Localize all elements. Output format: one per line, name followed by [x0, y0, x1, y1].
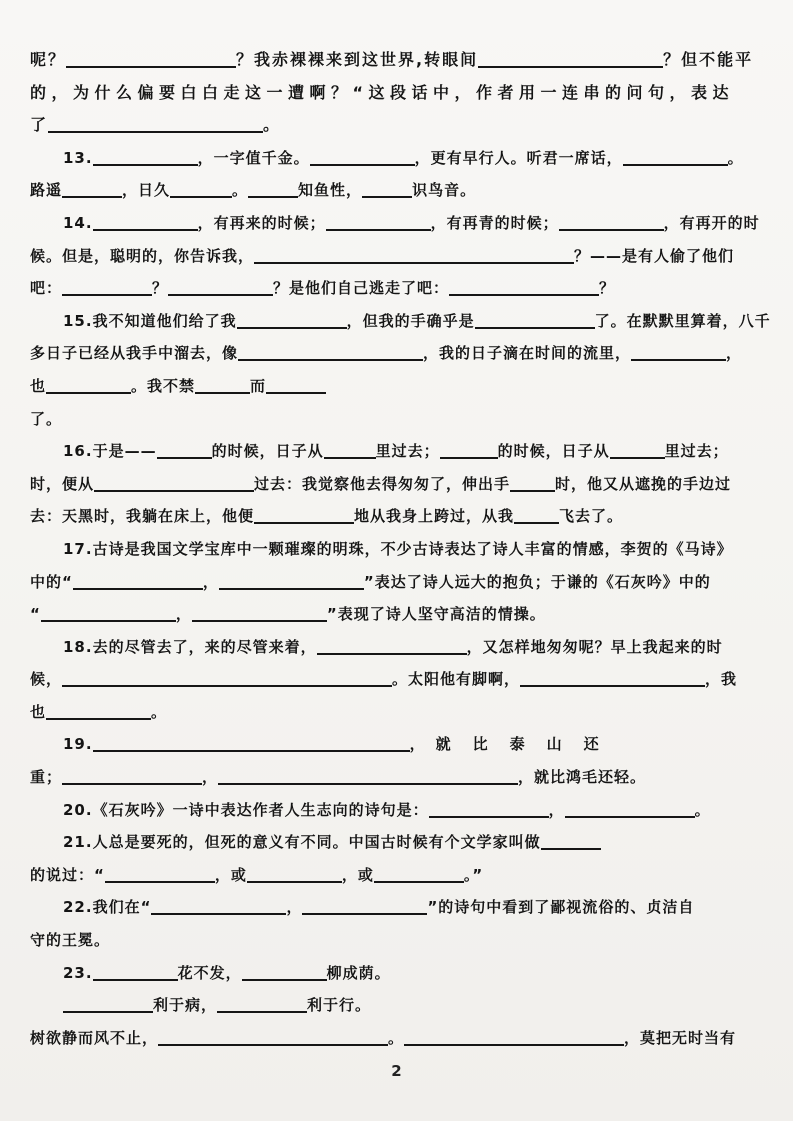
- fill-in-blank: [254, 521, 354, 524]
- worksheet-line: [30, 240, 763, 273]
- fill-in-blank: [63, 1010, 153, 1013]
- text-run: 19.: [63, 735, 93, 754]
- text-run: ，我: [705, 670, 738, 689]
- fill-in-blank: [41, 619, 176, 622]
- text-run: 16.于是——: [63, 442, 157, 461]
- text-run: 。: [232, 181, 249, 200]
- text-run: 呢？: [30, 50, 67, 69]
- text-run: 地从我身上跨过，从我: [354, 507, 515, 526]
- text-run: ，: [409, 735, 426, 754]
- text-run: 了。: [30, 409, 63, 428]
- text-run: ，就比鸿毛还轻。: [518, 768, 647, 787]
- fill-in-blank: [404, 1043, 624, 1046]
- text-run: ？我赤裸裸来到这世界,转眼间: [236, 50, 479, 69]
- fill-in-blank: [310, 163, 415, 166]
- worksheet-body: [30, 44, 771, 1054]
- text-run: ”表达了诗人远大的抱负；于谦的《石灰吟》中的: [363, 572, 711, 591]
- fill-in-blank: [94, 489, 254, 492]
- text-run: 也: [30, 376, 47, 395]
- text-run: ，: [202, 768, 219, 787]
- fill-in-blank: [623, 163, 728, 166]
- worksheet-line: [30, 272, 763, 305]
- worksheet-line: [30, 761, 763, 794]
- fill-in-blank: [62, 684, 392, 687]
- text-run: ，或: [214, 865, 247, 884]
- fill-in-blank: [324, 456, 376, 459]
- text-run: ，一字值千金。: [197, 148, 310, 167]
- text-run: ，或: [341, 865, 374, 884]
- text-run: 重；: [30, 768, 63, 787]
- fill-in-blank: [62, 195, 122, 198]
- fill-in-blank: [195, 391, 250, 394]
- text-run: 而: [250, 376, 267, 395]
- text-run: 路遥: [30, 181, 63, 200]
- fill-in-blank: [440, 456, 498, 459]
- text-run: 也: [30, 702, 47, 721]
- text-run: 利于行。: [307, 996, 372, 1015]
- worksheet-line: [30, 566, 763, 599]
- text-run: 中的“: [30, 572, 73, 591]
- fill-in-blank: [559, 228, 664, 231]
- text-run: 柳成荫。: [326, 963, 391, 982]
- fill-in-blank: [247, 880, 342, 883]
- worksheet-line: [30, 891, 763, 924]
- text-run: 了。在默默里算着，八千: [594, 311, 771, 330]
- text-run: 23.: [63, 963, 93, 982]
- fill-in-blank: [541, 847, 601, 850]
- text-run: 利于病，: [153, 996, 218, 1015]
- text-run: 18.去的尽管去了，来的尽管来着，: [63, 637, 317, 656]
- text-run: 。: [727, 148, 744, 167]
- worksheet-line: [30, 924, 763, 957]
- text-run: ？但不能平: [663, 50, 754, 69]
- worksheet-line: [30, 109, 763, 142]
- text-run: 。: [151, 702, 168, 721]
- text-run: ”的诗句中看到了鄙视流俗的、贞洁自: [427, 898, 695, 917]
- fill-in-blank: [46, 391, 131, 394]
- worksheet-line: [30, 957, 763, 990]
- text-run: ，更有早行人。听君一席话，: [414, 148, 623, 167]
- text-run: 。太阳他有脚啊，: [392, 670, 521, 689]
- text-run: ，有再开的时: [663, 213, 760, 232]
- text-run: 的时候，日子从: [497, 442, 610, 461]
- worksheet-line: [30, 631, 763, 664]
- text-run: 里过去；: [375, 442, 440, 461]
- text-run: 候。但是，聪明的，你告诉我，: [30, 246, 255, 265]
- fill-in-blank: [151, 912, 286, 915]
- fill-in-blank: [105, 880, 215, 883]
- text-run: ，: [202, 572, 219, 591]
- worksheet-line: [30, 468, 763, 501]
- fill-in-blank: [631, 358, 726, 361]
- worksheet-line: [30, 728, 763, 761]
- text-run: 。我不禁: [131, 376, 196, 395]
- text-run: 多日子已经从我手中溜去，像: [30, 344, 239, 363]
- fill-in-blank: [93, 749, 410, 752]
- text-run: ，有再来的时候；: [197, 213, 326, 232]
- text-run: 的，为什么偏要白白走这一遭啊？“这段话中，作者用一连串的问句，表达: [30, 82, 735, 102]
- text-run: 20.《石灰吟》一诗中表达作者人生志向的诗句是：: [63, 800, 429, 819]
- text-run: 。: [694, 800, 711, 819]
- fill-in-blank: [93, 163, 198, 166]
- text-run: ？——是有人偷了他们: [574, 246, 735, 265]
- fill-in-blank: [326, 228, 431, 231]
- text-run: 。: [263, 115, 282, 135]
- text-run: 14.: [63, 213, 93, 232]
- fill-in-blank: [429, 815, 549, 818]
- fill-in-blank: [219, 587, 364, 590]
- text-run: ，日久: [122, 181, 171, 200]
- worksheet-line: [30, 826, 763, 859]
- page-number: 2: [391, 1062, 402, 1081]
- text-run: 22.我们在“: [63, 898, 152, 917]
- text-run: 知鱼性，: [298, 181, 363, 200]
- worksheet-line: [30, 403, 763, 436]
- fill-in-blank: [242, 978, 327, 981]
- worksheet-line: [30, 598, 763, 631]
- text-run: 时，他又从遮挽的手边过: [555, 474, 732, 493]
- fill-in-blank: [66, 65, 236, 68]
- text-run: ？: [152, 279, 169, 298]
- text-run: 。: [388, 1028, 405, 1047]
- text-run: 识鸟音。: [412, 181, 477, 200]
- fill-in-blank: [157, 456, 212, 459]
- fill-in-blank: [170, 195, 232, 198]
- text-run: ”表现了诗人坚守高洁的情操。: [326, 605, 546, 624]
- text-run: 的说过：“: [30, 865, 105, 884]
- worksheet-line: [30, 1022, 763, 1055]
- text-run: ？是他们自己逃走了吧：: [273, 279, 450, 298]
- worksheet-line: [30, 370, 763, 403]
- worksheet-line: [30, 500, 763, 533]
- worksheet-line: [30, 77, 763, 110]
- fill-in-blank: [510, 489, 555, 492]
- worksheet-line: [30, 435, 763, 468]
- fill-in-blank: [449, 293, 599, 296]
- text-run: 飞去了。: [559, 507, 624, 526]
- text-run: ，但我的手确乎是: [346, 311, 475, 330]
- text-run: 树欲静而风不止，: [30, 1028, 159, 1047]
- fill-in-blank: [475, 326, 595, 329]
- fill-in-blank: [302, 912, 427, 915]
- worksheet-line: [30, 305, 771, 338]
- worksheet-line: [30, 859, 763, 892]
- text-run: 里过去；: [664, 442, 729, 461]
- fill-in-blank: [73, 587, 203, 590]
- fill-in-blank: [93, 978, 178, 981]
- worksheet-line: [30, 337, 763, 370]
- worksheet-line: [30, 142, 763, 175]
- fill-in-blank: [62, 782, 202, 785]
- worksheet-line: [30, 989, 763, 1022]
- worksheet-line: [30, 174, 763, 207]
- fill-in-blank: [266, 391, 326, 394]
- fill-in-blank: [158, 1043, 388, 1046]
- fill-in-blank: [237, 326, 347, 329]
- text-run: 了: [30, 115, 49, 135]
- worksheet-line: [30, 207, 763, 240]
- fill-in-blank: [254, 261, 574, 264]
- fill-in-blank: [238, 358, 423, 361]
- text-run: 吧：: [30, 279, 63, 298]
- fill-in-blank: [192, 619, 327, 622]
- text-run: “: [30, 605, 41, 624]
- fill-in-blank: [218, 782, 518, 785]
- worksheet-line: [30, 663, 763, 696]
- fill-in-blank: [46, 717, 151, 720]
- text-run: ，莫把无时当有: [624, 1028, 737, 1047]
- text-run: 21.人总是要死的，但死的意义有不同。中国古时候有个文学家叫做: [63, 833, 541, 852]
- fill-in-blank: [362, 195, 412, 198]
- fill-in-blank: [520, 684, 705, 687]
- text-run: 守的王冕。: [30, 931, 111, 950]
- fill-in-blank: [514, 521, 559, 524]
- fill-in-blank: [217, 1010, 307, 1013]
- fill-in-blank: [48, 130, 263, 133]
- worksheet-line: [30, 533, 763, 566]
- text-run: 过去：我觉察他去得匆匆了，伸出手: [254, 474, 511, 493]
- text-run: 13.: [63, 148, 93, 167]
- fill-in-blank: [565, 815, 695, 818]
- text-run: ，: [726, 344, 743, 363]
- text-run: 就比泰山还: [435, 735, 621, 754]
- text-run: ，有再青的时候；: [430, 213, 559, 232]
- text-run: 15.我不知道他们给了我: [63, 311, 237, 330]
- text-run: ，: [286, 898, 303, 917]
- fill-in-blank: [168, 293, 273, 296]
- text-run: ，我的日子滴在时间的流里，: [423, 344, 632, 363]
- fill-in-blank: [317, 652, 467, 655]
- text-run: 时，便从: [30, 474, 95, 493]
- fill-in-blank: [478, 65, 663, 68]
- fill-in-blank: [248, 195, 298, 198]
- worksheet-line: [30, 794, 763, 827]
- text-run: 候，: [30, 670, 63, 689]
- worksheet-line: [30, 44, 763, 77]
- text-run: ，: [175, 605, 192, 624]
- text-run: 花不发，: [177, 963, 242, 982]
- text-run: ，: [548, 800, 565, 819]
- fill-in-blank: [93, 228, 198, 231]
- fill-in-blank: [62, 293, 152, 296]
- text-run: ，又怎样地匆匆呢？早上我起来的时: [466, 637, 723, 656]
- text-run: 去：天黑时，我躺在床上，他便: [30, 507, 255, 526]
- text-run: 17.古诗是我国文学宝库中一颗璀璨的明珠，不少古诗表达了诗人丰富的情感，李贺的《马诗》: [63, 539, 733, 558]
- fill-in-blank: [374, 880, 464, 883]
- worksheet-line: [30, 696, 763, 729]
- text-run: 。”: [463, 865, 484, 884]
- fill-in-blank: [610, 456, 665, 459]
- text-run: ？: [599, 279, 616, 298]
- text-run: 的时候，日子从: [211, 442, 324, 461]
